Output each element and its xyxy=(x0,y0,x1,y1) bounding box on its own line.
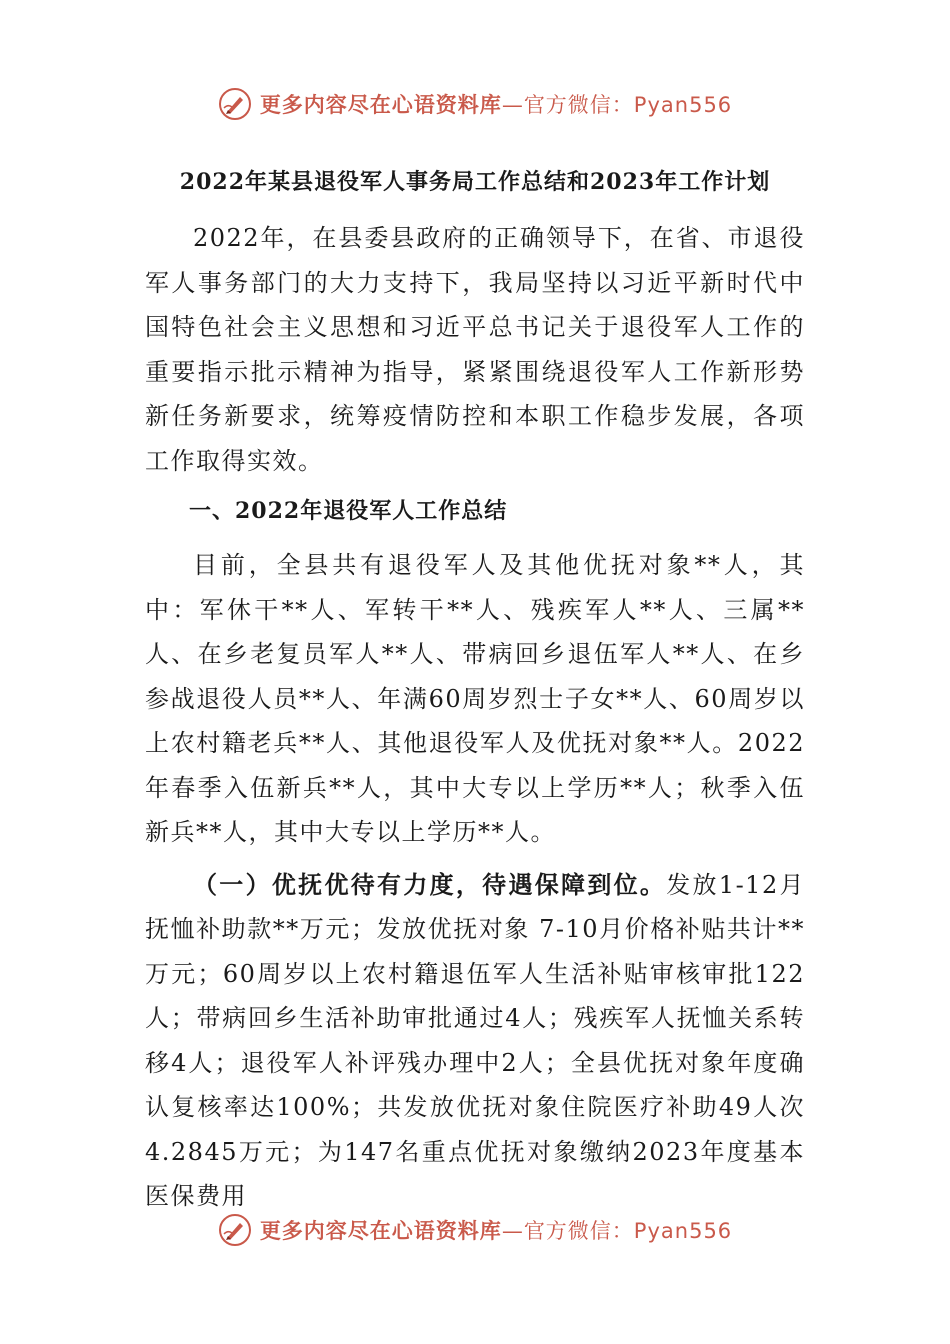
subsection-paragraph xyxy=(145,863,805,1219)
subsection-body: 发放1-12月抚恤补助款**万元；发放优抚对象 7-10月价格补贴共计**万元；60周岁以上农村籍退伍军人生活补贴审核审批122人；带病回乡生活补助审批通过4人；残疾军人抚恤关系转移4人；退役军人补评残办理中2人；全县优抚对象年度确认复核率达100%；共发放优抚对象住院医疗补助49人次4.2845万元；为147名重点优抚对象缴纳2023年度基本医保费用 xyxy=(145,870,806,1210)
document-title: 2022年某县退役军人事务局工作总结和2023年工作计划 xyxy=(179,169,771,195)
pen-logo-icon xyxy=(218,87,252,121)
section-heading: 一、2022年退役军人工作总结 xyxy=(189,498,508,524)
subsection-heading: （一）优抚优待有力度，待遇保障到位。 xyxy=(193,869,667,899)
pen-logo-icon xyxy=(218,1213,252,1247)
overview-paragraph: 目前，全县共有退役军人及其他优抚对象**人，其中：军休干**人、军转干**人、残疾军人**人、三属**人、在乡老复员军人**人、带病回乡退伍军人**人、在乡参战退役人员**人、年满60周岁烈士子女**人、60周岁以上农村籍老兵**人、其他退役军人及优抚对象**人。2022年春季入伍新兵**人，其中大专以上学历**人；秋季入伍新兵**人，其中大专以上学历**人。 xyxy=(145,551,805,846)
watermark-text: 更多内容尽在心语资料库—官方微信：Pyan556 xyxy=(259,1219,733,1243)
intro-paragraph: 2022年，在县委县政府的正确领导下，在省、市退役军人事务部门的大力支持下，我局坚持以习近平新时代中国特色社会主义思想和习近平总书记关于退役军人工作的重要指示批示精神为指导，紧紧围绕退役军人工作新形势新任务新要求，统筹疫情防控和本职工作稳步发展，各项工作取得实效。 xyxy=(145,224,805,475)
watermark-header xyxy=(0,84,950,124)
watermark-text: 更多内容尽在心语资料库—官方微信：Pyan556 xyxy=(259,93,733,117)
watermark-footer xyxy=(0,1210,950,1250)
document-body xyxy=(145,160,805,1219)
